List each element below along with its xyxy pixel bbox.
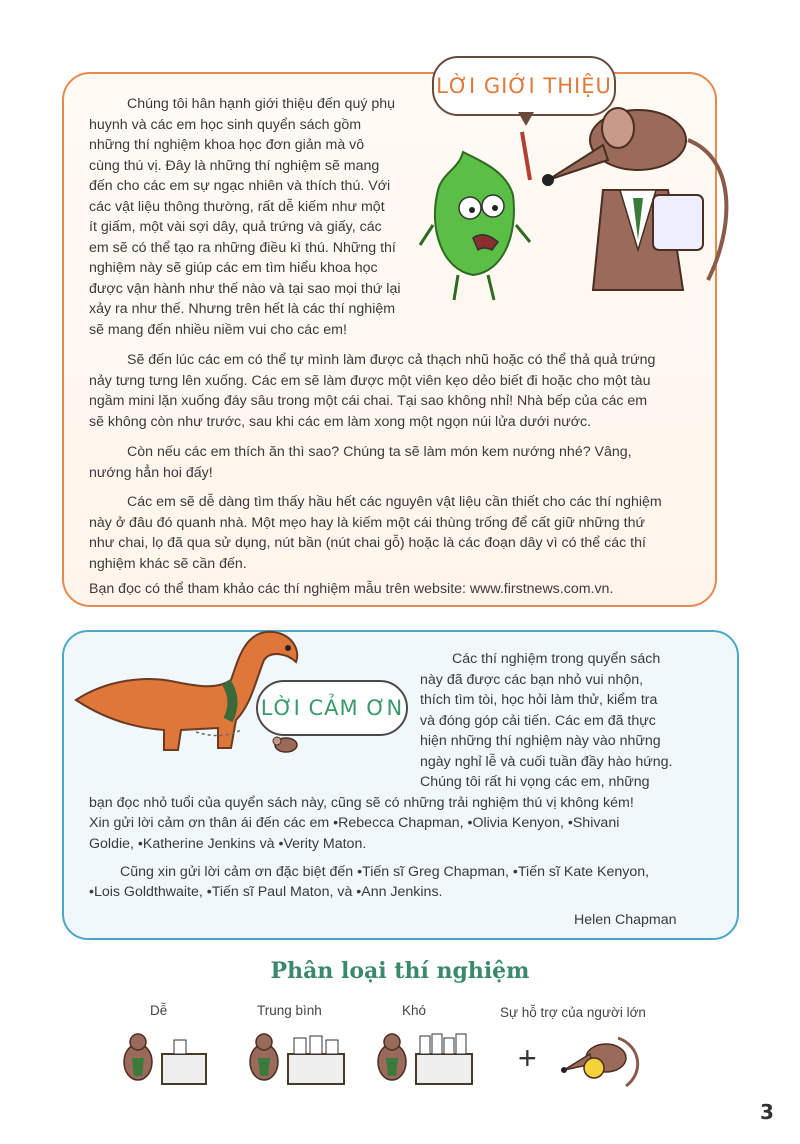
classification-title: Phân loại thí nghiệm	[270, 958, 530, 984]
text-line: nảy tưng tưng lên xuống. Các em sẽ làm được một viên kẹo dẻo biết đi hoặc cho một tàu	[89, 373, 651, 389]
text-line: Các em sẽ dễ dàng tìm thấy hầu hết các nguyên vật liệu cần thiết cho các thí nghiệm	[127, 494, 662, 510]
adult-help-icon	[556, 1028, 646, 1090]
text-line: ngầm mini lặn xuống đáy sâu trong một cái chai. Tại sao không nhỉ! Nhà bếp của các em	[89, 393, 648, 409]
level-label-medium: Trung bình	[257, 1003, 322, 1018]
text-line: ngày nghỉ lễ và cuối tuần đầy hào hứng.	[420, 754, 673, 770]
text-line: này đã được các bạn nhỏ vui nhộn,	[420, 672, 644, 688]
text-line: ít giấm, một vài sợi dây, quả trứng và giấy, các	[89, 219, 382, 235]
medium-level-icon	[244, 1028, 348, 1090]
plus-sign: +	[518, 1040, 537, 1076]
level-label-hard: Khó	[402, 1003, 427, 1018]
text-line: cùng thú vị. Đây là những thí nghiệm sẽ mang	[89, 158, 380, 174]
text-line: này ở đâu đó quanh nhà. Một mẹo hay là kiếm một cái thùng trống để cất giữ những thứ	[89, 515, 645, 531]
text-line: đến cho các em sự ngạc nhiên và thích thú. Với	[89, 178, 391, 194]
page-number: 3	[760, 1100, 774, 1124]
text-line: •Lois Goldthwaite, •Tiến sĩ Paul Maton, và •Ann Jenkins.	[89, 884, 443, 900]
text-line: nghiệm này sẽ giúp các em tìm hiểu khoa học	[89, 260, 378, 276]
thanks-title-bubble: LỜI CẢM ƠN	[256, 680, 408, 736]
text-line: hiện những thí nghiệm này vào những	[420, 733, 661, 749]
text-line: huynh và các em học sinh quyển sách gồm	[89, 117, 362, 133]
text-line: các vật liệu thông thường, rất dễ kiếm như một	[89, 199, 385, 215]
hard-level-icon	[372, 1028, 476, 1090]
text-line: những thí nghiệm khoa học đơn giản mà vô	[89, 137, 365, 153]
text-line: Chúng tôi rất hi vọng các em, những	[420, 774, 650, 790]
text-line: Sẽ đến lúc các em có thể tự mình làm được cả thạch nhũ hoặc có thể thả quả trứng	[127, 352, 656, 368]
text-line: bạn đọc nhỏ tuổi của quyển sách này, cũng sẽ có những trải nghiệm thú vị không kém!	[89, 795, 634, 811]
text-line: sẽ mang đến nhiều niềm vui cho các em!	[89, 322, 347, 338]
bubble-tail	[518, 112, 534, 126]
easy-level-icon	[118, 1028, 210, 1090]
text-line: em sẽ có thể tạo ra những điều kì thú. Những thí	[89, 240, 396, 256]
text-line: nghiệm khác sẽ cần đến.	[89, 556, 247, 572]
text-line: Cũng xin gửi lời cảm ơn đặc biệt đến •Tiến sĩ Greg Chapman, •Tiến sĩ Kate Kenyon,	[120, 864, 650, 880]
text-line: Goldie, •Katherine Jenkins và •Verity Maton.	[89, 836, 367, 852]
signature: Helen Chapman	[574, 912, 677, 928]
text-line: sẽ không còn như trước, sau khi các em làm xong một ngọn núi lửa dưới nước.	[89, 414, 592, 430]
text-line: xảy ra như thế. Nhưng trên hết là các thí nghiệm	[89, 301, 396, 317]
text-line: Còn nếu các em thích ăn thì sao? Chúng ta sẽ làm món kem nướng nhé? Vâng,	[127, 444, 632, 460]
text-line: Xin gửi lời cảm ơn thân ái đến các em •Rebecca Chapman, •Olivia Kenyon, •Shivani	[89, 815, 620, 831]
text-line: được vận hành như thế nào và tại sao mọi thứ lại	[89, 281, 401, 297]
website-line: Bạn đọc có thể tham khảo các thí nghiệm mẫu trên website: www.firstnews.com.vn.	[89, 581, 614, 597]
text-line: Các thí nghiệm trong quyển sách	[452, 651, 661, 667]
text-line: thích tìm tòi, học hỏi làm thử, kiểm tra	[420, 692, 658, 708]
text-line: và đóng góp cải tiến. Các em đã thực	[420, 713, 656, 729]
text-line: như chai, lọ đã qua sử dụng, nút bần (nút chai gỗ) hoặc là các đoạn dây vì có thể các thí	[89, 535, 646, 551]
level-label-easy: Dễ	[150, 1003, 168, 1018]
intro-title-bubble: LỜI GIỚI THIỆU	[432, 56, 616, 116]
text-line: Chúng tôi hân hạnh giới thiệu đến quý phụ	[127, 96, 396, 112]
level-label-adult-help: Sự hỗ trợ của người lớn	[500, 1005, 646, 1020]
text-line: nướng hẳn hoi đấy!	[89, 465, 213, 481]
